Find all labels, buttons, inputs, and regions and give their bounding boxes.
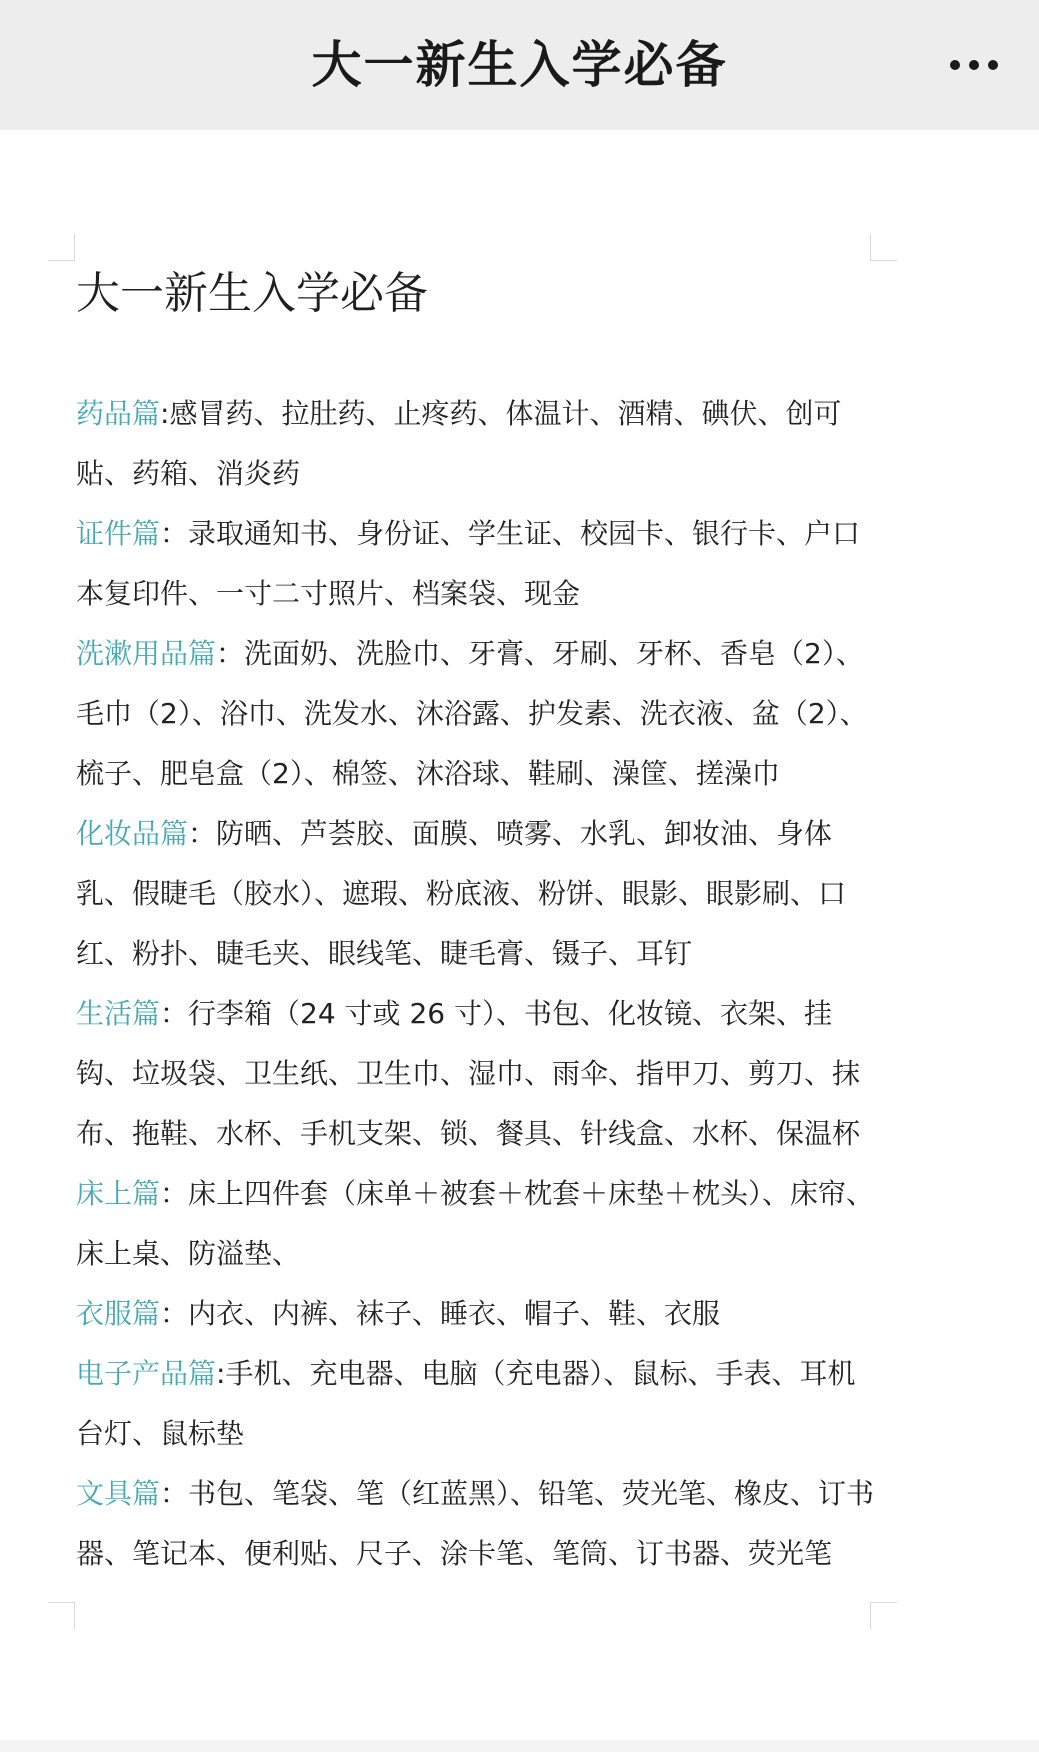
section-title: 文具篇 xyxy=(76,1477,161,1510)
section-content: 录取通知书、身份证、学生证、校园卡、银行卡、户口本复印件、一寸二寸照片、档案袋、现金 xyxy=(76,517,861,610)
section-stationery: 文具篇：书包、笔袋、笔（红蓝黑）、铅笔、荧光笔、橡皮、订书器、笔记本、便利贴、尺子、涂卡笔、笔筒、订书器、荧光笔 xyxy=(76,1477,875,1570)
section-title: 生活篇 xyxy=(76,997,161,1030)
page-corner-mark xyxy=(870,1602,897,1629)
section-content: 床上四件套（床单＋被套＋枕套＋床垫＋枕头）、床帘、床上桌、防溢垫、 xyxy=(76,1177,875,1270)
page-corner-mark xyxy=(48,234,75,261)
section-content: 感冒药、拉肚药、止疼药、体温计、酒精、碘伏、创可贴、药箱、消炎药 xyxy=(76,397,842,490)
section-title: 化妆品篇 xyxy=(76,817,189,850)
document-page xyxy=(0,130,1039,1752)
section-content: 行李箱（24 寸或 26 寸）、书包、化妆镜、衣架、挂钩、垃圾袋、卫生纸、卫生巾、湿巾、雨伞、指甲刀、剪刀、抹布、拖鞋、水杯、手机支架、锁、餐具、针线盒、水杯、保温杯 xyxy=(76,997,861,1150)
more-dots-icon xyxy=(950,60,960,70)
section-clothing: 衣服篇：内衣、内裤、袜子、睡衣、帽子、鞋、衣服 xyxy=(76,1297,721,1330)
section-content: 洗面奶、洗脸巾、牙膏、牙刷、牙杯、香皂（2）、毛巾（2）、浴巾、洗发水、沐浴露、护发素、洗衣液、盆（2）、梳子、肥皂盒（2）、棉签、沐浴球、鞋刷、澡筐、搓澡巾 xyxy=(76,637,868,790)
section-electronics: 电子产品篇:手机、充电器、电脑（充电器）、鼠标、手表、耳机台灯、鼠标垫 xyxy=(76,1357,856,1450)
section-content: 防晒、芦荟胶、面膜、喷雾、水乳、卸妆油、身体乳、假睫毛（胶水）、遮瑕、粉底液、粉饼、眼影、眼影刷、口红、粉扑、睫毛夹、眼线笔、睫毛膏、镊子、耳钉 xyxy=(76,817,847,970)
more-dots-icon xyxy=(969,60,979,70)
top-navigation-bar xyxy=(0,0,1039,130)
section-title: 电子产品篇 xyxy=(76,1357,217,1390)
section-title: 洗漱用品篇 xyxy=(76,637,217,670)
section-documents: 证件篇：录取通知书、身份证、学生证、校园卡、银行卡、户口本复印件、一寸二寸照片、档案袋、现金 xyxy=(76,517,861,610)
page-corner-mark xyxy=(48,1602,75,1629)
section-title: 药品篇 xyxy=(76,397,161,430)
bottom-edge xyxy=(0,1740,1039,1752)
section-bedding: 床上篇：床上四件套（床单＋被套＋枕套＋床垫＋枕头）、床帘、床上桌、防溢垫、 xyxy=(76,1177,875,1270)
more-options-button[interactable] xyxy=(939,47,1009,83)
section-title: 证件篇 xyxy=(76,517,161,550)
section-title: 床上篇 xyxy=(76,1177,161,1210)
header-title: 大一新生入学必备 xyxy=(311,36,728,94)
section-content: 手机、充电器、电脑（充电器）、鼠标、手表、耳机台灯、鼠标垫 xyxy=(76,1357,856,1450)
section-daily-life: 生活篇：行李箱（24 寸或 26 寸）、书包、化妆镜、衣架、挂钩、垃圾袋、卫生纸、卫生巾、湿巾、雨伞、指甲刀、剪刀、抹布、拖鞋、水杯、手机支架、锁、餐具、针线盒、水杯、保温杯 xyxy=(76,997,861,1150)
checklist-sections xyxy=(76,384,876,1584)
section-toiletries: 洗漱用品篇：洗面奶、洗脸巾、牙膏、牙刷、牙杯、香皂（2）、毛巾（2）、浴巾、洗发水、沐浴露、护发素、洗衣液、盆（2）、梳子、肥皂盒（2）、棉签、沐浴球、鞋刷、澡筐、搓澡巾 xyxy=(76,637,868,790)
section-medicine: 药品篇:感冒药、拉肚药、止疼药、体温计、酒精、碘伏、创可贴、药箱、消炎药 xyxy=(76,397,842,490)
more-dots-icon xyxy=(988,60,998,70)
page-corner-mark xyxy=(870,234,897,261)
document-title: 大一新生入学必备 xyxy=(76,268,428,319)
section-content: 书包、笔袋、笔（红蓝黑）、铅笔、荧光笔、橡皮、订书器、笔记本、便利贴、尺子、涂卡笔、笔筒、订书器、荧光笔 xyxy=(76,1477,875,1570)
section-content: 内衣、内裤、袜子、睡衣、帽子、鞋、衣服 xyxy=(188,1297,721,1330)
section-title: 衣服篇 xyxy=(76,1297,161,1330)
section-cosmetics: 化妆品篇：防晒、芦荟胶、面膜、喷雾、水乳、卸妆油、身体乳、假睫毛（胶水）、遮瑕、粉底液、粉饼、眼影、眼影刷、口红、粉扑、睫毛夹、眼线笔、睫毛膏、镊子、耳钉 xyxy=(76,817,847,970)
